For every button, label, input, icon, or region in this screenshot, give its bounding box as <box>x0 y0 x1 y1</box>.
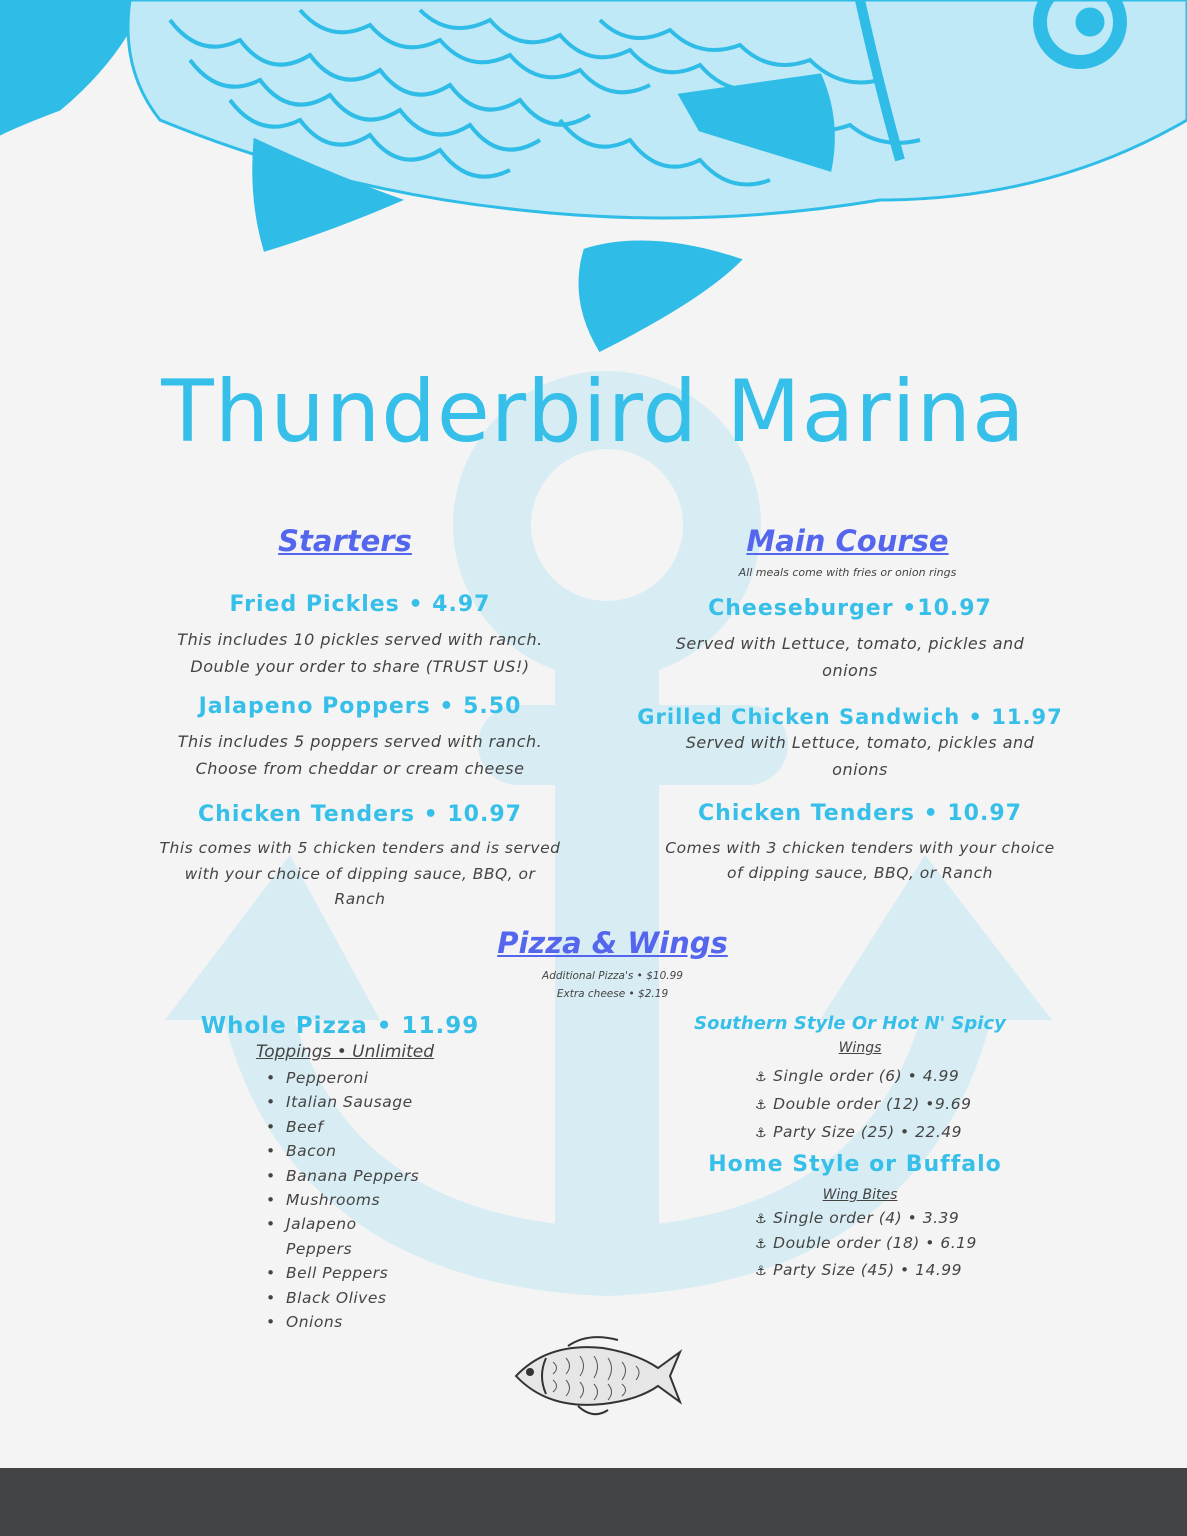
list-item: • Banana Peppers <box>264 1164 464 1188</box>
desc-line: onions <box>832 760 888 779</box>
desc-line: Choose from cheddar or cream cheese <box>195 759 525 778</box>
desc-line: This includes 10 pickles served with ranch. <box>177 630 543 649</box>
wings-options <box>755 1067 971 1151</box>
bite-option: ⚓ Party Size (45) • 14.99 <box>755 1261 962 1279</box>
note-line: Additional Pizza's • $10.99 <box>542 970 683 982</box>
main-item-desc <box>620 630 1080 684</box>
bites-options <box>755 1209 977 1286</box>
main-item-name: Grilled Chicken Sandwich • 11.97 <box>637 705 1063 729</box>
main-course-heading: Main Course <box>746 524 949 558</box>
fish-illustration <box>0 0 1187 350</box>
list-item: • Onions <box>264 1310 464 1334</box>
toppings-label: Toppings • Unlimited <box>255 1042 435 1062</box>
bite-option: ⚓ Single order (4) • 3.39 <box>755 1209 960 1227</box>
main-item-name: Cheeseburger •10.97 <box>708 596 992 621</box>
anchor-icon: ⚓ <box>755 1212 768 1227</box>
anchor-icon: ⚓ <box>755 1126 768 1141</box>
wing-option: ⚓ Double order (12) •9.69 <box>755 1095 972 1113</box>
desc-line: Double your order to share (TRUST US!) <box>190 657 530 676</box>
list-item: • Mushrooms <box>264 1188 464 1212</box>
bites-sub: Wing Bites <box>822 1187 898 1203</box>
desc-line: onions <box>822 661 878 680</box>
footer-bar <box>0 1468 1187 1536</box>
main-course-note: All meals come with fries or onion rings <box>738 566 957 579</box>
pizza-wings-heading: Pizza & Wings <box>497 926 728 960</box>
desc-line: Served with Lettuce, tomato, pickles and <box>675 634 1025 653</box>
anchor-icon: ⚓ <box>755 1264 768 1279</box>
fish-icon <box>508 1332 683 1420</box>
wings-sub: Wings <box>838 1040 882 1056</box>
bite-option: ⚓ Double order (18) • 6.19 <box>755 1234 977 1252</box>
starters-heading: Starters <box>278 524 412 558</box>
starter-item-desc <box>110 836 610 913</box>
list-item: • Bacon <box>264 1139 464 1163</box>
anchor-icon: ⚓ <box>755 1098 768 1113</box>
desc-line: This includes 5 poppers served with ranch. <box>177 732 543 751</box>
main-item-desc <box>630 729 1090 783</box>
desc-line: Ranch <box>334 890 386 908</box>
list-item-continuation: Peppers <box>286 1239 353 1258</box>
wings-name: Southern Style Or Hot N' Spicy <box>694 1013 1006 1034</box>
desc-line: of dipping sauce, BBQ, or Ranch <box>727 864 993 882</box>
pizza-wings-notes <box>420 967 805 1003</box>
main-item-name: Chicken Tenders • 10.97 <box>698 801 1022 826</box>
starter-item-desc <box>110 728 610 782</box>
anchor-icon: ⚓ <box>755 1070 768 1085</box>
starter-item-desc <box>110 626 610 680</box>
desc-line: Comes with 3 chicken tenders with your choice <box>665 839 1055 857</box>
bites-name: Home Style or Buffalo <box>708 1152 1002 1177</box>
starter-item-name: Chicken Tenders • 10.97 <box>198 802 522 827</box>
starter-item-name: Jalapeno Poppers • 5.50 <box>198 694 522 719</box>
desc-line: with your choice of dipping sauce, BBQ, or <box>184 864 536 883</box>
starter-item-name: Fried Pickles • 4.97 <box>229 592 491 617</box>
toppings-list <box>264 1066 464 1334</box>
desc-line: This comes with 5 chicken tenders and is served <box>159 839 561 857</box>
list-item: • Beef <box>264 1115 464 1139</box>
wing-option: ⚓ Party Size (25) • 22.49 <box>755 1123 962 1141</box>
main-item-desc <box>630 836 1090 886</box>
pizza-name: Whole Pizza • 11.99 <box>200 1013 480 1039</box>
list-item: • Bell Peppers <box>264 1261 464 1285</box>
list-item: • Pepperoni <box>264 1066 464 1090</box>
list-item: • Jalapeno <box>264 1212 464 1236</box>
page-title: Thunderbird Marina <box>161 362 1026 462</box>
desc-line: Served with Lettuce, tomato, pickles and <box>685 733 1035 752</box>
list-item: • Black Olives <box>264 1286 464 1310</box>
note-line: Extra cheese • $2.19 <box>556 988 669 1000</box>
wing-option: ⚓ Single order (6) • 4.99 <box>755 1067 960 1085</box>
list-item: • Italian Sausage <box>264 1090 464 1114</box>
anchor-icon: ⚓ <box>755 1237 768 1252</box>
